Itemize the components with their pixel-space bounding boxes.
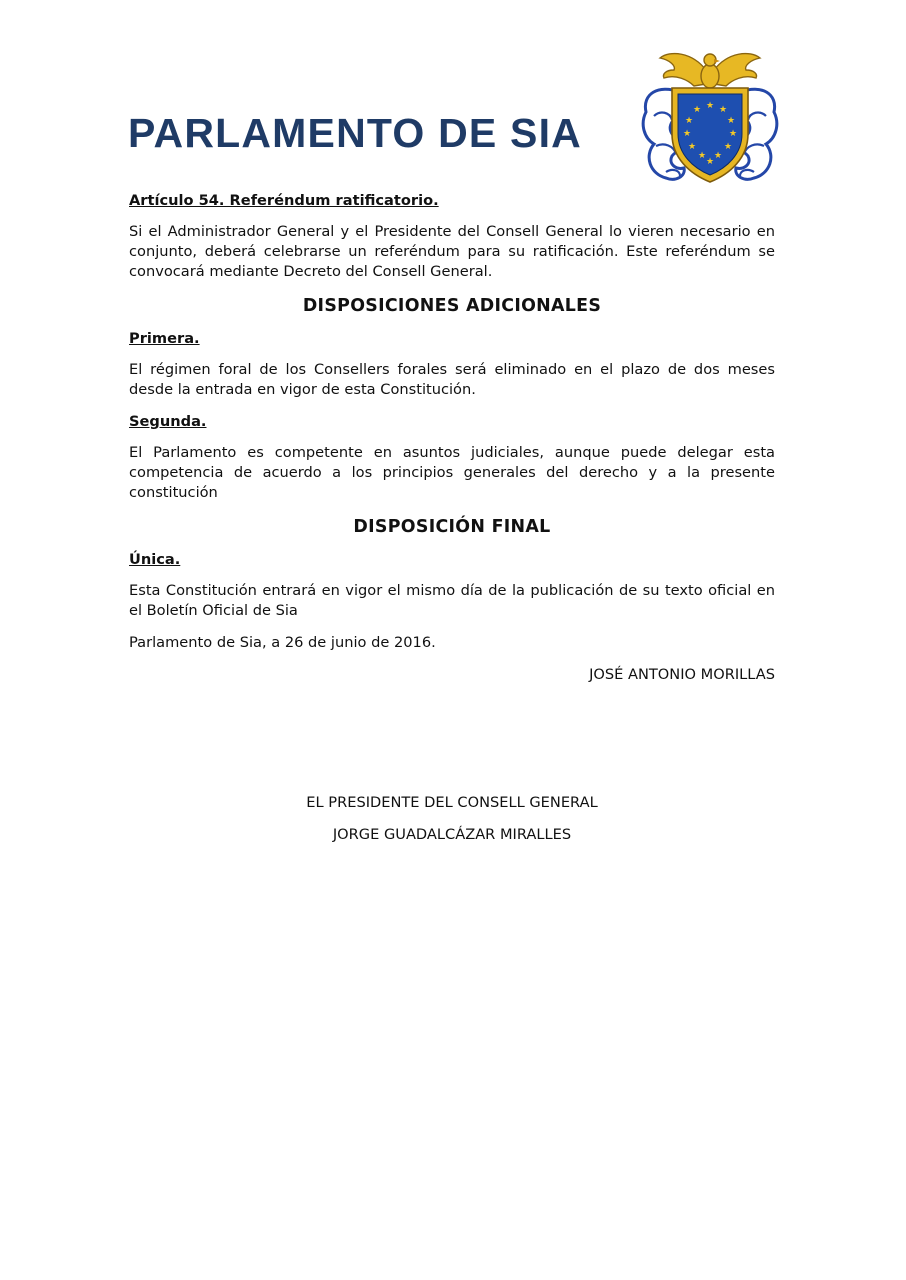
signer-name: JOSÉ ANTONIO MORILLAS [589,666,775,683]
final-provision-heading: DISPOSICIÓN FINAL [353,517,551,537]
svg-text:★: ★ [687,142,697,152]
svg-text:★: ★ [705,101,715,111]
svg-text:★: ★ [682,129,692,139]
svg-text:★: ★ [705,157,715,167]
svg-text:★: ★ [713,151,723,161]
first-provision-text: El régimen foral de los Consellers forales será eliminado en el plazo de dos meses desde la entrada en vigor de esta Constitución. [129,361,775,398]
svg-text:★: ★ [728,129,738,139]
unique-provision-heading: Única. [129,551,181,568]
first-provision-heading: Primera. [129,330,200,347]
svg-text:★: ★ [684,116,694,126]
president-name: JORGE GUADALCÁZAR MIRALLES [332,826,572,843]
signature-space [129,697,775,793]
article-text: Si el Administrador General y el Presidente del Consell General lo vieren necesario en conjunto, deberá celebrarse un referéndum para su ratificación. Este referéndum se convocará mediante Decreto del Consell General. [129,223,775,280]
eagle-wing-left [660,54,706,86]
second-provision-text: El Parlamento es competente en asuntos judiciales, aunque puede delegar esta competencia de acuerdo a los principios generales del derecho y a la presente constitución [129,444,775,501]
place-date: Parlamento de Sia, a 26 de junio de 2016. [129,634,436,651]
eagle-wing-right [714,54,760,86]
document-body [129,191,775,857]
svg-text:★: ★ [723,142,733,152]
svg-text:★: ★ [718,105,728,115]
coat-of-arms-icon [636,40,784,188]
svg-text:★: ★ [726,116,736,126]
president-title: EL PRESIDENTE DEL CONSELL GENERAL [306,794,598,811]
article-heading: Artículo 54. Referéndum ratificatorio. [129,192,439,209]
svg-text:★: ★ [697,151,707,161]
svg-text:★: ★ [692,105,702,115]
second-provision-heading: Segunda. [129,413,207,430]
additional-provisions-heading: DISPOSICIONES ADICIONALES [302,296,602,316]
page-title: PARLAMENTO DE SIA [128,110,582,156]
unique-provision-text: Esta Constitución entrará en vigor el mismo día de la publicación de su texto oficial en el Boletín Oficial de Sia [129,582,775,619]
